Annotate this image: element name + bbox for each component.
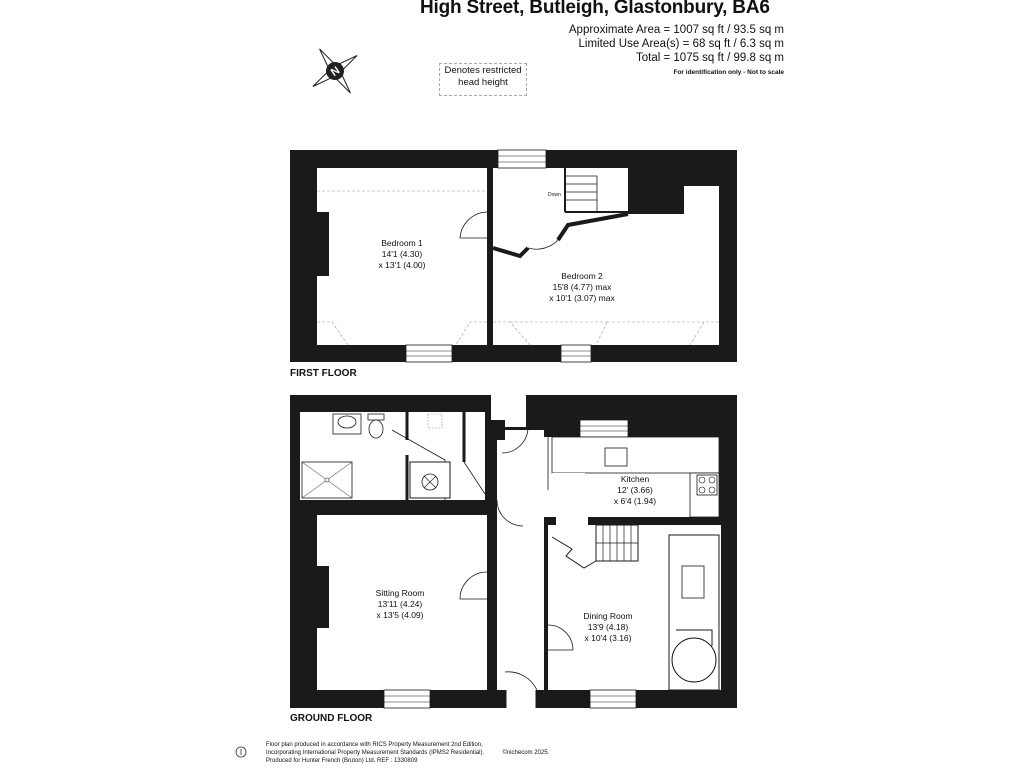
property-address: High Street, Butleigh, Glastonbury, BA6 bbox=[420, 0, 770, 18]
footer-line-3: Produced for Hunter French (Bruton) Ltd. REF : 1330809 bbox=[266, 758, 418, 764]
scale-disclaimer: For identification only - Not to scale bbox=[673, 69, 784, 76]
footer-line-1: Floor plan produced in accordance with RICS Property Measurement 2nd Edition, bbox=[266, 742, 483, 748]
sitting-room-dim2: x 13'5 (4.09) bbox=[376, 610, 424, 620]
footer-copyright: ©nichecom 2025. bbox=[502, 750, 550, 756]
bedroom-2-dim2: x 10'1 (3.07) max bbox=[549, 293, 615, 303]
kitchen-name: Kitchen bbox=[620, 474, 650, 484]
bedroom-1-dim1: 14'1 (4.30) bbox=[381, 249, 423, 259]
legend-line-1: Denotes restricted bbox=[444, 65, 522, 76]
bedroom-1-label bbox=[379, 238, 426, 271]
dining-room-dim1: 13'9 (4.18) bbox=[587, 622, 629, 632]
footer-line-2: Incorporating International Property Measurement Standards (IPMS2 Residential). bbox=[266, 750, 485, 756]
ground-floor-label: GROUND FLOOR bbox=[290, 713, 373, 724]
kitchen-dim1: 12' (3.66) bbox=[617, 485, 653, 495]
footer-text bbox=[266, 741, 549, 765]
total-area: Total = 1075 sq ft / 99.8 sq m bbox=[636, 52, 784, 64]
first-floor-plan bbox=[290, 150, 737, 362]
ground-floor-plan bbox=[290, 395, 737, 708]
kitchen-dim2: x 6'4 (1.94) bbox=[613, 496, 657, 506]
bedroom-2-dim1: 15'8 (4.77) max bbox=[552, 282, 612, 292]
dining-room-label bbox=[583, 611, 632, 644]
bedroom-2-name: Bedroom 2 bbox=[561, 271, 603, 281]
kitchen-label bbox=[614, 474, 656, 507]
compass-north-letter: N bbox=[328, 64, 343, 80]
bedroom-2-label bbox=[549, 271, 614, 304]
dining-room-dim2: x 10'4 (3.16) bbox=[584, 633, 632, 643]
bedroom-1-dim2: x 13'1 (4.00) bbox=[378, 260, 426, 270]
stairs-down-label: Down bbox=[548, 192, 561, 198]
dining-room-name: Dining Room bbox=[583, 611, 633, 621]
approximate-area: Approximate Area = 1007 sq ft / 93.5 sq m bbox=[568, 24, 784, 36]
legend-line-2: head height bbox=[458, 77, 508, 88]
limited-use-area: Limited Use Area(s) = 68 sq ft / 6.3 sq m bbox=[578, 38, 784, 50]
sitting-room-label bbox=[376, 588, 425, 621]
first-floor-label: FIRST FLOOR bbox=[290, 368, 357, 379]
footer-line-2-row bbox=[266, 749, 549, 757]
info-icon bbox=[236, 747, 246, 757]
bedroom-1-name: Bedroom 1 bbox=[381, 238, 423, 248]
sitting-room-name: Sitting Room bbox=[375, 588, 425, 598]
sitting-room-dim1: 13'11 (4.24) bbox=[377, 599, 423, 609]
